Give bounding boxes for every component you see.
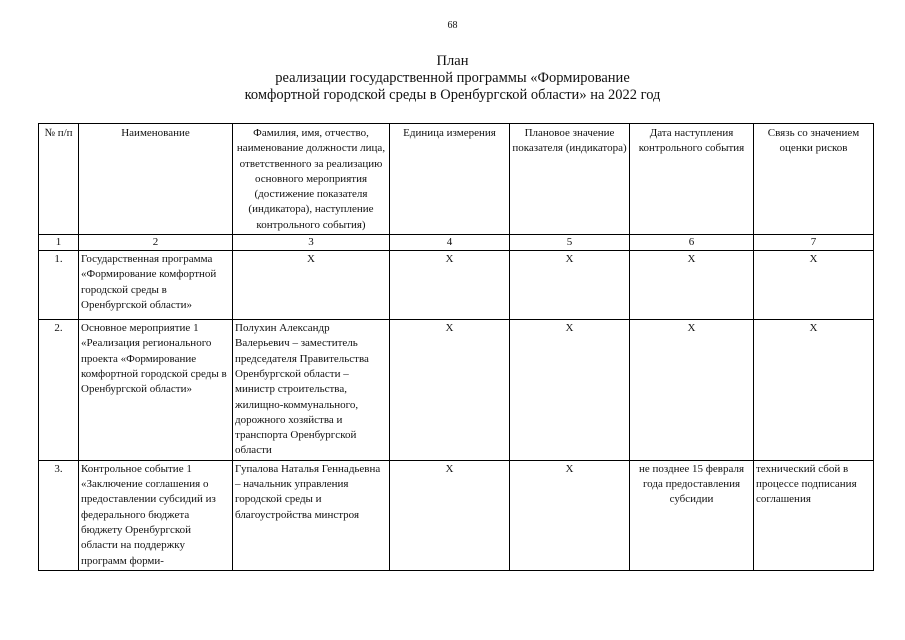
- row-risk-link: Х: [754, 251, 874, 320]
- row-planned-value: Х: [510, 460, 630, 570]
- page-number: 68: [447, 20, 458, 31]
- header-risk-link: Связь со значением оценки рисков: [754, 124, 874, 235]
- header-event-date: Дата наступления контрольного события: [630, 124, 754, 235]
- column-number-row: [39, 235, 874, 251]
- plan-table: [38, 123, 874, 571]
- title-line-3: комфортной городской среды в Оренбургской области» на 2022 год: [244, 87, 661, 103]
- header-planned-value: Плановое значение показателя (индикатора): [510, 124, 630, 235]
- row-planned-value: Х: [510, 320, 630, 461]
- row-number: 1.: [39, 251, 79, 320]
- column-number: 2: [79, 235, 233, 251]
- row-event-date: Х: [630, 251, 754, 320]
- header-unit: Единица измерения: [390, 124, 510, 235]
- row-unit: Х: [390, 460, 510, 570]
- title-line-2: реализации государственной программы «Формирование: [275, 70, 630, 86]
- title-line-1: План: [436, 53, 469, 69]
- column-number: 3: [233, 235, 390, 251]
- header-responsible: Фамилия, имя, отчество, наименование должности лица, ответственного за реализацию основного мероприятия (достижение показателя (индикатора), наступление контрольного события): [233, 124, 390, 235]
- column-number: 1: [39, 235, 79, 251]
- row-event-date: не позднее 15 февраля года предоставления субсидии: [630, 460, 754, 570]
- table-row: [39, 251, 874, 320]
- column-number: 5: [510, 235, 630, 251]
- row-responsible: Гупалова Наталья Геннадьевна – начальник управления городской среды и благоустройства минстроя: [233, 460, 390, 570]
- document-title: [0, 53, 905, 104]
- row-number: 3.: [39, 460, 79, 570]
- header-number: № п/п: [39, 124, 79, 235]
- row-responsible: Х: [233, 251, 390, 320]
- row-planned-value: Х: [510, 251, 630, 320]
- table-row: [39, 320, 874, 461]
- column-number: 7: [754, 235, 874, 251]
- row-name: Государственная программа «Формирование комфортной городской среды в Оренбургской области»: [79, 251, 233, 320]
- row-risk-link: Х: [754, 320, 874, 461]
- row-responsible: Полухин Александр Валерьевич – заместитель председателя Правительства Оренбургской области – министр строительства, жилищно-коммунального, дорожного хозяйства и транспорта Оренбургской области: [233, 320, 390, 461]
- row-name: Контрольное событие 1 «Заключение соглашения о предоставлении субсидий из федерального бюджета бюджету Оренбургской области на поддержку программ форми-: [79, 460, 233, 570]
- table-row: [39, 460, 874, 570]
- row-number: 2.: [39, 320, 79, 461]
- column-number: 6: [630, 235, 754, 251]
- row-unit: Х: [390, 251, 510, 320]
- row-event-date: Х: [630, 320, 754, 461]
- column-number: 4: [390, 235, 510, 251]
- table-header-row: [39, 124, 874, 235]
- row-name: Основное мероприятие 1 «Реализация регионального проекта «Формирование комфортной городской среды в Оренбургской области»: [79, 320, 233, 461]
- row-risk-link: технический сбой в процессе подписания соглашения: [754, 460, 874, 570]
- row-unit: Х: [390, 320, 510, 461]
- header-name: Наименование: [79, 124, 233, 235]
